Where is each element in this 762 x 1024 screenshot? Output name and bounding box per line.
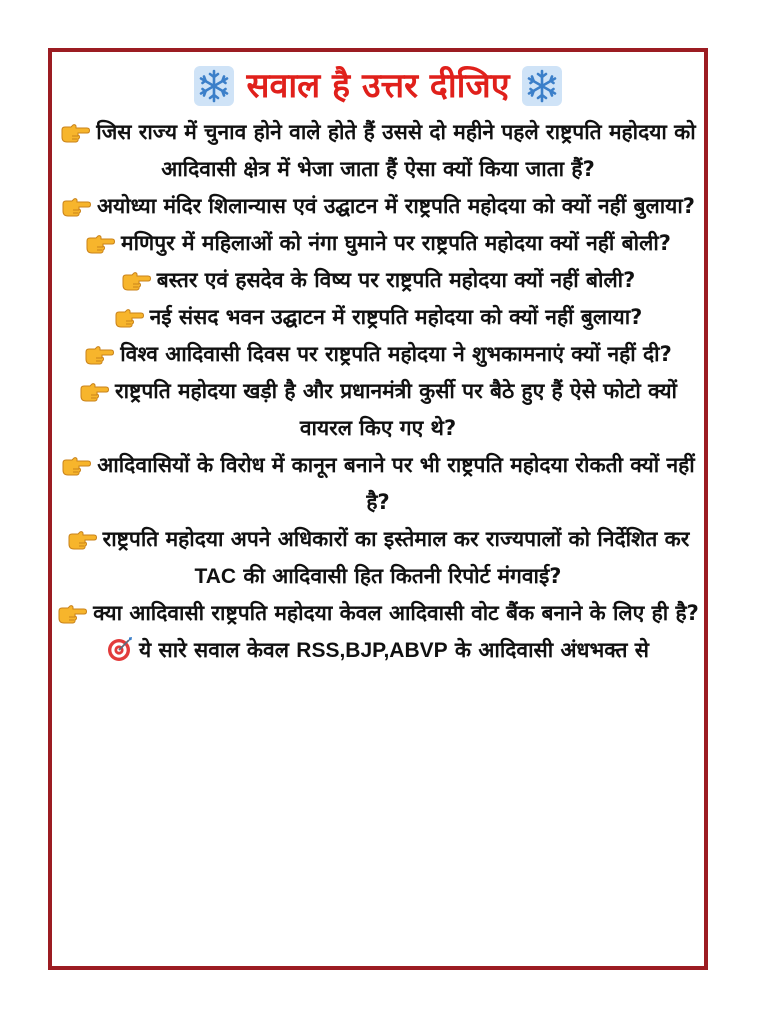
question-text: राष्ट्रपति महोदया खड़ी है और प्रधानमंत्री कुर्सी पर बैठे हुए हैं ऐसे फोटो क्यों वायरल किए गए थे?	[115, 379, 677, 440]
question-text-start: राष्ट्रपति महोदया अपने अधिकारों का इस्तेमाल कर राज्यपालों को निर्देशित कर	[102, 527, 690, 551]
poster-frame	[48, 48, 708, 970]
question-item	[56, 373, 700, 447]
question-item	[56, 521, 700, 595]
question-text: अयोध्या मंदिर शिलान्यास एवं उद्घाटन में राष्ट्रपति महोदया को क्यों नहीं बुलाया?	[97, 194, 695, 218]
snowflake-icon	[194, 66, 234, 106]
pointing-hand-icon	[61, 195, 91, 217]
footer-text-end: के आदिवासी अंधभक्त से	[447, 638, 649, 662]
question-item	[56, 114, 700, 188]
question-item	[56, 299, 700, 336]
page-title: सवाल है उत्तर दीजिए	[246, 66, 510, 106]
pointing-hand-icon	[84, 343, 114, 365]
question-item	[56, 595, 700, 632]
question-text: क्या आदिवासी राष्ट्रपति महोदया केवल आदिवासी वोट बैंक बनाने के लिए ही है?	[93, 601, 699, 625]
question-item	[56, 336, 700, 373]
pointing-hand-icon	[114, 306, 144, 328]
target-icon	[107, 636, 133, 662]
title-row	[52, 58, 704, 114]
pointing-hand-icon	[67, 528, 97, 550]
question-list	[52, 114, 704, 669]
question-text: जिस राज्य में चुनाव होने वाले होते हैं उससे दो महीने पहले राष्ट्रपति महोदया को आदिवासी क्षेत्र में भेजा जाता हैं ऐसा क्यों किया जाता हैं?	[96, 120, 696, 181]
question-text: आदिवासियों के विरोध में कानून बनाने पर भी राष्ट्रपति महोदया रोकती क्यों नहीं है?	[97, 453, 695, 514]
question-text: मणिपुर में महिलाओं को नंगा घुमाने पर राष्ट्रपति महोदया क्यों नहीं बोली?	[121, 231, 671, 255]
pointing-hand-icon	[85, 232, 115, 254]
question-item	[56, 447, 700, 521]
question-text: बस्तर एवं हसदेव के विष्य पर राष्ट्रपति महोदया क्यों नहीं बोली?	[156, 268, 636, 292]
footer-text-start: ये सारे सवाल केवल	[139, 638, 297, 662]
pointing-hand-icon	[121, 269, 151, 291]
question-text: विश्व आदिवासी दिवस पर राष्ट्रपति महोदया ने शुभकामनाएं क्यों नहीं दी?	[120, 342, 672, 366]
question-item	[56, 262, 700, 299]
question-text: नई संसद भवन उद्घाटन में राष्ट्रपति महोदया को क्यों नहीं बुलाया?	[149, 305, 643, 329]
question-item	[56, 188, 700, 225]
pointing-hand-icon	[79, 380, 109, 402]
question-text-end: की आदिवासी हित कितनी रिपोर्ट मंगवाई?	[236, 564, 562, 588]
pointing-hand-icon	[57, 602, 87, 624]
footer-note	[56, 632, 700, 669]
pointing-hand-icon	[61, 454, 91, 476]
snowflake-icon	[522, 66, 562, 106]
pointing-hand-icon	[60, 121, 90, 143]
party-abbreviations: RSS,BJP,ABVP	[296, 639, 448, 662]
question-item	[56, 225, 700, 262]
tac-abbreviation: TAC	[194, 565, 237, 588]
